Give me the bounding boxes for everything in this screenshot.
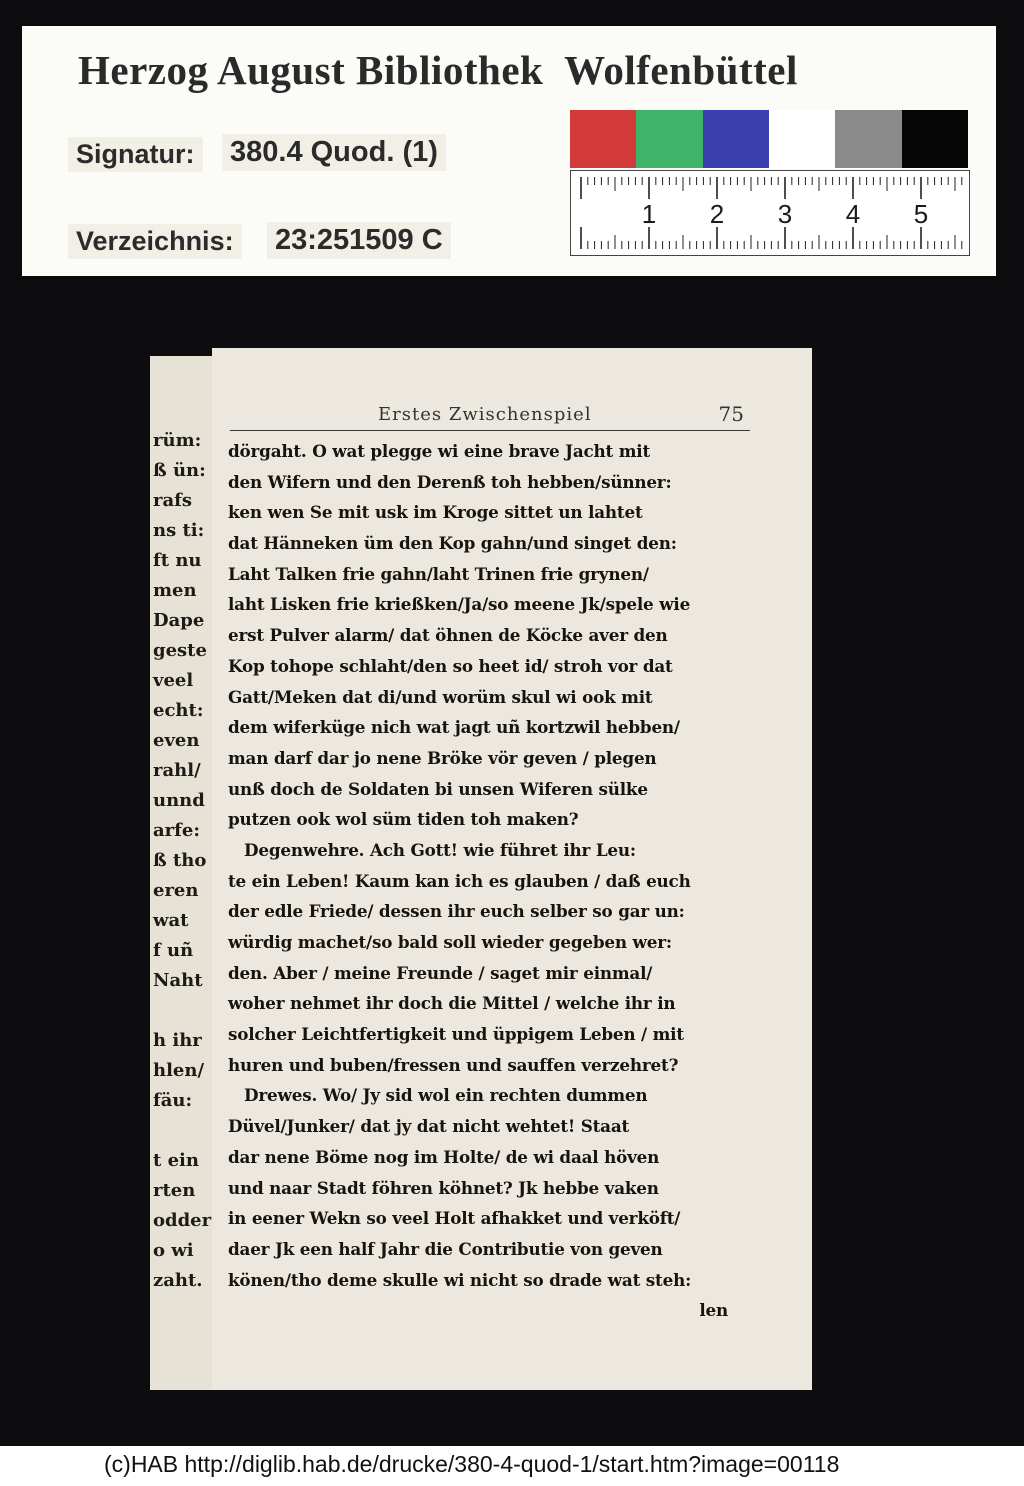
- color-swatch: [636, 110, 702, 168]
- text-line: daer Jk een half Jahr die Contributie von geven: [228, 1238, 663, 1259]
- left-page-line: o wi: [153, 1240, 194, 1261]
- left-page-line: geste: [153, 640, 207, 661]
- library-name: Herzog August Bibliothek Wolfenbüttel: [78, 47, 798, 93]
- left-page-line: rüm:: [153, 430, 202, 451]
- left-page-line: t ein: [153, 1150, 199, 1171]
- text-line: Degenwehre. Ach Gott! wie führet ihr Leu:: [244, 839, 636, 860]
- running-head: Erstes Zwischenspiel: [378, 404, 592, 425]
- text-line: man darf dar jo nene Bröke vör geven / plegen: [228, 747, 657, 768]
- text-line: Düvel/Junker/ dat jy dat nicht wehtet! Staat: [228, 1116, 630, 1137]
- ruler-graphic: [571, 171, 969, 255]
- left-page-line: rten: [153, 1180, 196, 1201]
- left-page-line: zaht.: [153, 1270, 203, 1291]
- text-line: woher nehmet ihr doch die Mittel / welche ihr in: [228, 993, 676, 1014]
- text-line: solcher Leichtfertigkeit und üppigem Leben / mit: [228, 1024, 684, 1045]
- text-line: den Wifern und den Derenß toh hebben/sünner:: [228, 471, 672, 492]
- left-page-line: f uñ: [153, 940, 194, 961]
- left-page-line: rahl/: [153, 760, 201, 781]
- left-page-line: veel: [153, 670, 194, 691]
- color-swatch: [902, 110, 968, 168]
- text-line: würdig machet/so bald soll wieder gegeben wer:: [228, 932, 672, 952]
- verzeichnis-value: 23:251509 C: [267, 222, 451, 259]
- ruler-number: 5: [913, 199, 929, 229]
- text-line: laht Lisken frie krießken/Ja/so meene Jk/spele wie: [228, 594, 691, 615]
- signatur-label: Signatur:: [68, 137, 203, 172]
- text-line: den. Aber / meine Freunde / saget mir einmal/: [228, 962, 653, 983]
- text-line: ken wen Se mit usk im Kroge sittet un lahtet: [228, 502, 643, 523]
- text-line: und naar Stadt föhren köhnet? Jk hebbe vaken: [228, 1177, 659, 1198]
- text-line: Kop tohope schlaht/den so heet id/ stroh vor dat: [228, 655, 673, 676]
- left-page-line: men: [153, 580, 197, 601]
- ruler-number: 2: [709, 199, 725, 229]
- left-page-line: hlen/: [153, 1060, 205, 1081]
- text-line: der edle Friede/ dessen ihr euch selber so gar un:: [228, 901, 685, 922]
- left-page-line: odder: [153, 1210, 212, 1231]
- ruler-number: 1: [641, 199, 657, 229]
- ruler-number: 3: [777, 199, 793, 229]
- page-number: 75: [718, 402, 744, 426]
- text-line: putzen ook wol süm tiden toh maken?: [228, 809, 579, 830]
- left-page-line: Naht: [153, 970, 203, 991]
- left-page-line: ns ti:: [153, 520, 205, 541]
- left-page-line: unnd: [153, 790, 205, 811]
- left-page-fragment: [150, 356, 216, 1390]
- left-page-line: ß ün:: [153, 460, 206, 481]
- left-page-line: rafs: [153, 490, 193, 511]
- verzeichnis-label: Verzeichnis:: [68, 224, 242, 259]
- text-line: huren und buben/fressen und sauffen verzehret?: [228, 1054, 679, 1075]
- text-line: könen/tho deme skulle wi nicht so drade wat steh:: [228, 1269, 692, 1290]
- text-line: dem wiferküge nich wat jagt uñ kortzwil hebben/: [228, 717, 680, 738]
- left-page-line: [150, 996, 214, 1026]
- left-page-line: h ihr: [153, 1030, 202, 1051]
- left-page-line: even: [153, 730, 200, 751]
- text-line: len: [699, 1300, 728, 1321]
- signatur-value: 380.4 Quod. (1): [222, 134, 446, 171]
- left-page-line: [150, 1116, 214, 1146]
- left-page-line: arfe:: [153, 820, 200, 841]
- color-swatch: [769, 110, 835, 168]
- left-page-line: ß tho: [153, 850, 207, 871]
- text-line: in eener Wekn so veel Holt afhakket und verköft/: [228, 1208, 681, 1229]
- text-line: dar nene Böme nog im Holte/ de wi daal höven: [228, 1146, 660, 1167]
- text-line: erst Pulver alarm/ dat öhnen de Köcke aver den: [228, 625, 668, 646]
- library-label-card: [22, 26, 996, 276]
- scale-ruler: [570, 170, 970, 256]
- color-calibration-strip: [570, 110, 968, 168]
- book-page: [212, 348, 812, 1390]
- left-page-line: eren: [153, 880, 199, 901]
- left-page-line: echt:: [153, 700, 204, 721]
- page-header: [230, 404, 750, 431]
- color-swatch: [703, 110, 769, 168]
- copyright-url: (c)HAB http://diglib.hab.de/drucke/380-4-quod-1/start.htm?image=00118: [104, 1451, 840, 1477]
- text-line: te ein Leben! Kaum kan ich es glauben / daß euch: [228, 870, 691, 891]
- text-line: Laht Talken frie gahn/laht Trinen frie grynen/: [228, 563, 649, 584]
- left-page-line: fäu:: [153, 1090, 193, 1111]
- page-body-text: [228, 436, 738, 1326]
- left-page-line: Dape: [153, 610, 205, 631]
- text-line: Gatt/Meken dat di/und worüm skul wi ook mit: [228, 686, 653, 707]
- ruler-number: 4: [845, 199, 861, 229]
- text-line: dat Hänneken üm den Kop gahn/und singet den:: [228, 533, 677, 554]
- text-line: dörgaht. O wat plegge wi eine brave Jacht mit: [228, 441, 651, 461]
- left-page-line: wat: [153, 910, 189, 931]
- left-page-line: ft nu: [153, 550, 202, 571]
- text-line: Drewes. Wo/ Jy sid wol ein rechten dummen: [244, 1085, 648, 1106]
- color-swatch: [570, 110, 636, 168]
- left-page-text: [150, 356, 214, 1296]
- color-swatch: [835, 110, 901, 168]
- text-line: unß doch de Soldaten bi unsen Wiferen sülke: [228, 778, 648, 799]
